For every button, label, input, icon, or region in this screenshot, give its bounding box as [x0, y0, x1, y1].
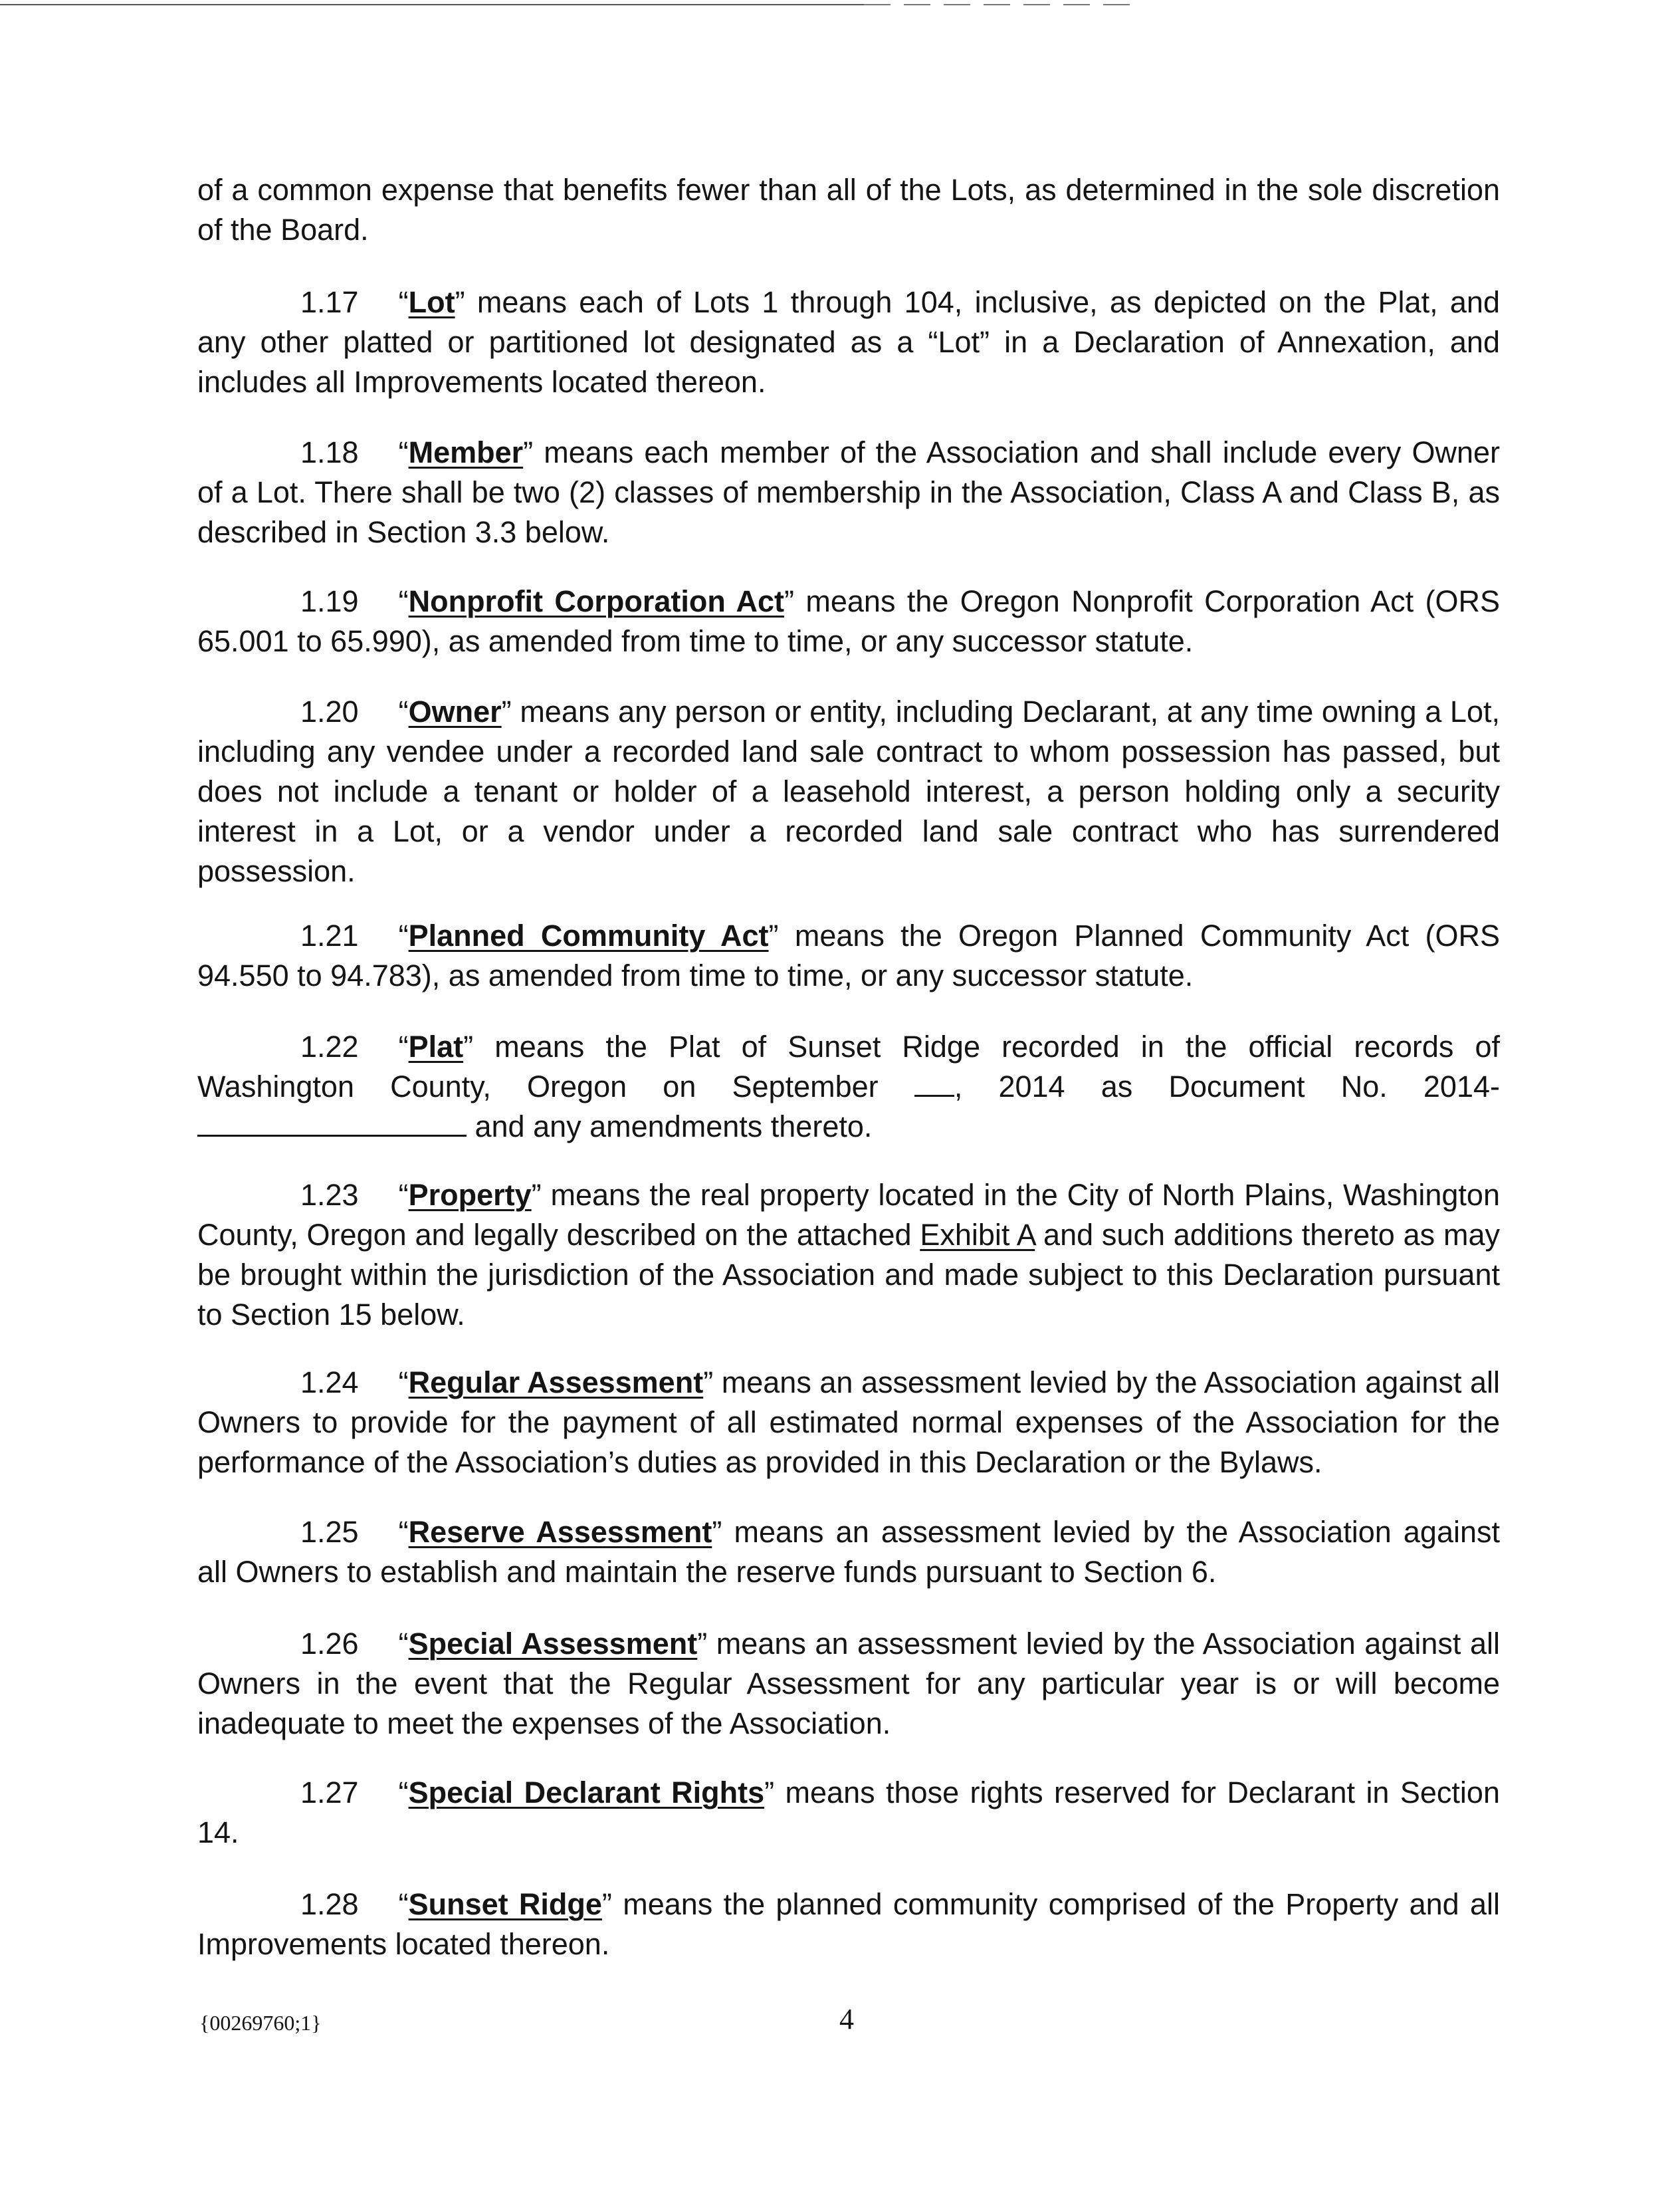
- definition-text: means an assessment levied by the Association against all Owners to provide for the payment of all estimated normal expenses of the Association for the performance of the Association’s duties as provided in this Declaration or the Bylaws.: [197, 1365, 1500, 1479]
- defined-term: Planned Community Act: [408, 919, 769, 953]
- close-quote: ”: [531, 1178, 542, 1212]
- defined-term: Regular Assessment: [408, 1365, 704, 1399]
- section-number: 1.25: [300, 1515, 359, 1549]
- scan-edge-line: [864, 4, 1143, 5]
- section-number: 1.23: [300, 1178, 359, 1212]
- close-quote: ”: [455, 285, 465, 319]
- definition-text: and such additions thereto as may be brought within the jurisdiction of the Association and made subject to this Declaration pursuant to Section 15 below.: [197, 1218, 1500, 1331]
- page-number: 4: [839, 2003, 854, 2035]
- defined-term: Special Declarant Rights: [408, 1776, 765, 1809]
- close-quote: ”: [501, 695, 512, 729]
- paragraph-text: of a common expense that benefits fewer than all of the Lots, as determined in the sole discretion of the Board.: [197, 173, 1500, 247]
- definition-text: and any amendments thereto.: [467, 1109, 873, 1143]
- open-quote: “: [398, 1030, 409, 1064]
- section-number: 1.28: [300, 1887, 359, 1921]
- section-number: 1.24: [300, 1365, 359, 1399]
- section-number: 1.18: [300, 435, 359, 469]
- definition-text: means each member of the Association and shall include every Owner of a Lot. There shall be two (2) classes of membership in the Association, Class A and Class B, as described in Section 3.3 below.: [197, 435, 1500, 549]
- defined-term: Lot: [408, 285, 455, 319]
- definition-text: means the Oregon Nonprofit Corporation Act (ORS 65.001 to 65.990), as amended from time to time, or any successor statute.: [197, 584, 1500, 658]
- open-quote: “: [398, 695, 409, 729]
- definition-text: means the real property located in the City of North Plains, Washington County, Oregon and legally described on the attached: [197, 1178, 1500, 1252]
- definition-1-18: [197, 433, 1500, 552]
- open-quote: “: [398, 1515, 409, 1549]
- document-id: {00269760;1}: [199, 2011, 322, 2035]
- open-quote: “: [398, 1627, 409, 1661]
- definition-text: means any person or entity, including Declarant, at any time owning a Lot, including any vendee under a recorded land sale contract to whom possession has passed, but does not include a tenant or holder of a leasehold interest, a person holding only a security interest in a Lot, or a vendor under a recorded land sale contract who has surrendered possession.: [197, 695, 1500, 888]
- definition-1-28: [197, 1885, 1500, 1964]
- scan-edge-line: [0, 4, 864, 5]
- defined-term: Property: [408, 1178, 532, 1212]
- definition-text: means an assessment levied by the Association against all Owners in the event that the Regular Assessment for any particular year is or will become inadequate to meet the expenses of the Association.: [197, 1627, 1500, 1740]
- close-quote: ”: [784, 584, 795, 618]
- close-quote: ”: [697, 1627, 708, 1661]
- open-quote: “: [398, 1776, 409, 1809]
- date-blank-line: [914, 1068, 954, 1097]
- defined-term: Plat: [408, 1030, 464, 1064]
- exhibit-reference: Exhibit A: [920, 1218, 1035, 1252]
- close-quote: ”: [768, 919, 779, 953]
- defined-term: Special Assessment: [408, 1627, 698, 1661]
- definition-1-22: [197, 1027, 1500, 1147]
- definition-1-25: [197, 1512, 1500, 1592]
- open-quote: “: [398, 435, 409, 469]
- definition-text: means an assessment levied by the Association against all Owners to establish and maintain the reserve funds pursuant to Section 6.: [197, 1515, 1500, 1589]
- definition-1-23: [197, 1175, 1500, 1335]
- close-quote: ”: [764, 1776, 775, 1809]
- close-quote: ”: [712, 1515, 722, 1549]
- defined-term: Member: [408, 435, 524, 469]
- paragraph-continuation: [197, 170, 1500, 250]
- defined-term: Owner: [408, 695, 502, 729]
- defined-term: Sunset Ridge: [408, 1887, 602, 1921]
- open-quote: “: [398, 584, 409, 618]
- section-number: 1.22: [300, 1030, 359, 1064]
- section-number: 1.19: [300, 584, 359, 618]
- section-number: 1.26: [300, 1627, 359, 1661]
- definition-text: means each of Lots 1 through 104, inclusive, as depicted on the Plat, and any other platted or partitioned lot designated as a “Lot” in a Declaration of Annexation, and includes all Improvements located thereon.: [197, 285, 1500, 399]
- open-quote: “: [398, 1178, 409, 1212]
- definition-1-27: [197, 1773, 1500, 1853]
- section-number: 1.21: [300, 919, 359, 953]
- definition-text: means the planned community comprised of the Property and all Improvements located thereon.: [197, 1887, 1500, 1961]
- definition-text: means the Oregon Planned Community Act (ORS 94.550 to 94.783), as amended from time to time, or any successor statute.: [197, 919, 1500, 992]
- open-quote: “: [398, 285, 409, 319]
- definition-text: , 2014 as Document No. 2014-: [954, 1070, 1500, 1103]
- definition-1-24: [197, 1363, 1500, 1482]
- close-quote: ”: [601, 1887, 612, 1921]
- open-quote: “: [398, 919, 409, 953]
- definition-text: means those rights reserved for Declarant in Section 14.: [197, 1776, 1500, 1849]
- definition-1-26: [197, 1624, 1500, 1744]
- section-number: 1.17: [300, 285, 359, 319]
- document-number-blank-line: [197, 1108, 467, 1137]
- close-quote: ”: [463, 1030, 474, 1064]
- definition-text: means the Plat of Sunset Ridge recorded in the official records of Washington County, Oregon on September: [197, 1030, 1500, 1103]
- open-quote: “: [398, 1365, 409, 1399]
- definition-1-20: [197, 692, 1500, 891]
- definition-1-19: [197, 582, 1500, 661]
- defined-term: Reserve Assessment: [408, 1515, 712, 1549]
- close-quote: ”: [703, 1365, 714, 1399]
- close-quote: ”: [523, 435, 534, 469]
- section-number: 1.27: [300, 1776, 359, 1809]
- definition-1-17: [197, 283, 1500, 402]
- defined-term: Nonprofit Corporation Act: [408, 584, 785, 618]
- definition-1-21: [197, 916, 1500, 996]
- open-quote: “: [398, 1887, 409, 1921]
- section-number: 1.20: [300, 695, 359, 729]
